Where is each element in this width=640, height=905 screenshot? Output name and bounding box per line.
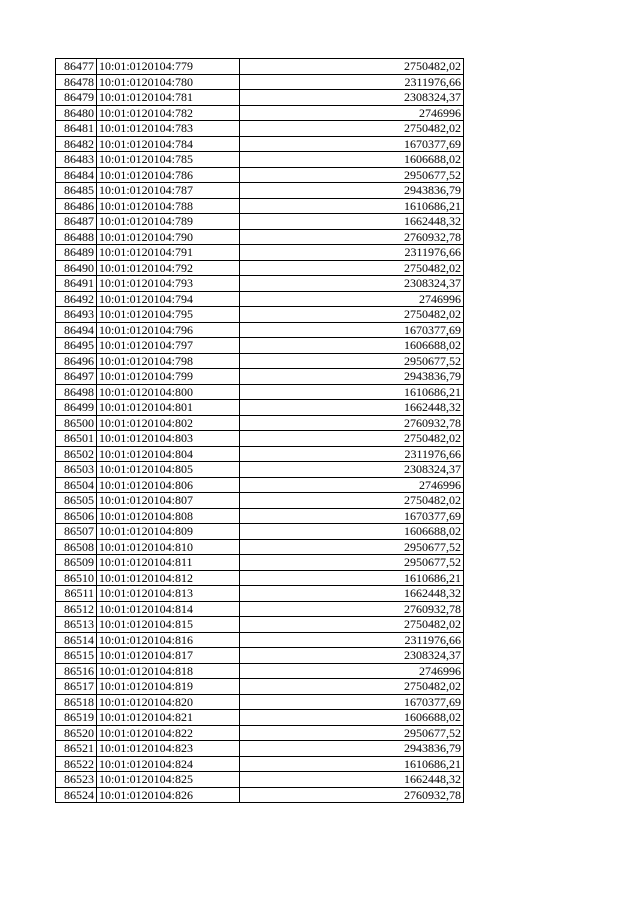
table-row xyxy=(56,322,464,338)
table-row xyxy=(56,632,464,648)
cadastral-number-cell: 10:01:0120104:818 xyxy=(97,663,240,679)
table-row xyxy=(56,105,464,121)
cadastral-number-cell: 10:01:0120104:786 xyxy=(97,167,240,183)
row-id-cell: 86507 xyxy=(56,524,97,540)
row-id-cell: 86517 xyxy=(56,679,97,695)
row-id-cell: 86500 xyxy=(56,415,97,431)
table-row xyxy=(56,260,464,276)
cadastral-number-cell: 10:01:0120104:819 xyxy=(97,679,240,695)
table-row xyxy=(56,694,464,710)
cadastral-value-cell: 2311976,66 xyxy=(240,245,464,261)
row-id-cell: 86522 xyxy=(56,756,97,772)
table-row xyxy=(56,121,464,137)
table-row xyxy=(56,462,464,478)
table-row xyxy=(56,648,464,664)
cadastral-number-cell: 10:01:0120104:823 xyxy=(97,741,240,757)
row-id-cell: 86520 xyxy=(56,725,97,741)
cadastral-value-cell: 2308324,37 xyxy=(240,90,464,106)
cadastral-number-cell: 10:01:0120104:784 xyxy=(97,136,240,152)
cadastral-value-cell: 1610686,21 xyxy=(240,198,464,214)
cadastral-value-cell: 2308324,37 xyxy=(240,648,464,664)
cadastral-number-cell: 10:01:0120104:796 xyxy=(97,322,240,338)
table-row xyxy=(56,601,464,617)
cadastral-value-cell: 2750482,02 xyxy=(240,679,464,695)
table-row xyxy=(56,710,464,726)
cadastral-value-cell: 2746996 xyxy=(240,105,464,121)
cadastral-value-cell: 2750482,02 xyxy=(240,431,464,447)
row-id-cell: 86481 xyxy=(56,121,97,137)
table-row xyxy=(56,555,464,571)
cadastral-number-cell: 10:01:0120104:820 xyxy=(97,694,240,710)
cadastral-value-cell: 2750482,02 xyxy=(240,307,464,323)
cadastral-number-cell: 10:01:0120104:791 xyxy=(97,245,240,261)
row-id-cell: 86504 xyxy=(56,477,97,493)
cadastral-number-cell: 10:01:0120104:816 xyxy=(97,632,240,648)
table-row xyxy=(56,663,464,679)
row-id-cell: 86510 xyxy=(56,570,97,586)
cadastral-number-cell: 10:01:0120104:809 xyxy=(97,524,240,540)
row-id-cell: 86499 xyxy=(56,400,97,416)
cadastral-number-cell: 10:01:0120104:808 xyxy=(97,508,240,524)
cadastral-value-cell: 2746996 xyxy=(240,663,464,679)
table-row xyxy=(56,198,464,214)
cadastral-value-cell: 1670377,69 xyxy=(240,694,464,710)
table-row xyxy=(56,415,464,431)
cadastral-value-cell: 1662448,32 xyxy=(240,772,464,788)
row-id-cell: 86514 xyxy=(56,632,97,648)
row-id-cell: 86505 xyxy=(56,493,97,509)
cadastral-value-cell: 2750482,02 xyxy=(240,493,464,509)
cadastral-number-cell: 10:01:0120104:799 xyxy=(97,369,240,385)
cadastral-number-cell: 10:01:0120104:802 xyxy=(97,415,240,431)
cadastral-number-cell: 10:01:0120104:798 xyxy=(97,353,240,369)
cadastral-number-cell: 10:01:0120104:787 xyxy=(97,183,240,199)
row-id-cell: 86486 xyxy=(56,198,97,214)
row-id-cell: 86512 xyxy=(56,601,97,617)
row-id-cell: 86496 xyxy=(56,353,97,369)
table-row xyxy=(56,307,464,323)
table-row xyxy=(56,74,464,90)
cadastral-value-cell: 2311976,66 xyxy=(240,74,464,90)
row-id-cell: 86521 xyxy=(56,741,97,757)
table-row xyxy=(56,229,464,245)
table-row xyxy=(56,431,464,447)
cadastral-value-cell: 2308324,37 xyxy=(240,462,464,478)
row-id-cell: 86488 xyxy=(56,229,97,245)
cadastral-number-cell: 10:01:0120104:824 xyxy=(97,756,240,772)
cadastral-number-cell: 10:01:0120104:794 xyxy=(97,291,240,307)
table-row xyxy=(56,508,464,524)
row-id-cell: 86495 xyxy=(56,338,97,354)
cadastral-value-cell: 1606688,02 xyxy=(240,710,464,726)
cadastral-value-cell: 1670377,69 xyxy=(240,322,464,338)
cadastral-value-cell: 2950677,52 xyxy=(240,555,464,571)
cadastral-value-cell: 2750482,02 xyxy=(240,121,464,137)
cadastral-value-cell: 1606688,02 xyxy=(240,338,464,354)
table-row xyxy=(56,276,464,292)
row-id-cell: 86489 xyxy=(56,245,97,261)
cadastral-value-cell: 1610686,21 xyxy=(240,570,464,586)
row-id-cell: 86524 xyxy=(56,787,97,803)
cadastral-value-cell: 1662448,32 xyxy=(240,400,464,416)
row-id-cell: 86498 xyxy=(56,384,97,400)
cadastral-number-cell: 10:01:0120104:817 xyxy=(97,648,240,664)
cadastral-number-cell: 10:01:0120104:801 xyxy=(97,400,240,416)
cadastral-number-cell: 10:01:0120104:825 xyxy=(97,772,240,788)
row-id-cell: 86483 xyxy=(56,152,97,168)
cadastral-number-cell: 10:01:0120104:805 xyxy=(97,462,240,478)
cadastral-value-cell: 2950677,52 xyxy=(240,725,464,741)
cadastral-number-cell: 10:01:0120104:779 xyxy=(97,59,240,75)
row-id-cell: 86497 xyxy=(56,369,97,385)
table-row xyxy=(56,369,464,385)
cadastral-value-cell: 2750482,02 xyxy=(240,617,464,633)
table-row xyxy=(56,136,464,152)
cadastral-value-cell: 2950677,52 xyxy=(240,167,464,183)
cadastral-number-cell: 10:01:0120104:783 xyxy=(97,121,240,137)
cadastral-number-cell: 10:01:0120104:812 xyxy=(97,570,240,586)
cadastral-value-cell: 1606688,02 xyxy=(240,152,464,168)
row-id-cell: 86478 xyxy=(56,74,97,90)
cadastral-value-cell: 1670377,69 xyxy=(240,508,464,524)
cadastral-number-cell: 10:01:0120104:814 xyxy=(97,601,240,617)
table-row xyxy=(56,245,464,261)
cadastral-value-cell: 1662448,32 xyxy=(240,586,464,602)
cadastral-value-cell: 1606688,02 xyxy=(240,524,464,540)
cadastral-number-cell: 10:01:0120104:789 xyxy=(97,214,240,230)
cadastral-value-cell: 2760932,78 xyxy=(240,787,464,803)
cadastral-value-cell: 2950677,52 xyxy=(240,539,464,555)
cadastral-number-cell: 10:01:0120104:780 xyxy=(97,74,240,90)
cadastral-number-cell: 10:01:0120104:813 xyxy=(97,586,240,602)
cadastral-number-cell: 10:01:0120104:792 xyxy=(97,260,240,276)
cadastral-value-cell: 2760932,78 xyxy=(240,229,464,245)
table-row xyxy=(56,617,464,633)
row-id-cell: 86509 xyxy=(56,555,97,571)
table-row xyxy=(56,772,464,788)
table-row xyxy=(56,570,464,586)
row-id-cell: 86518 xyxy=(56,694,97,710)
table-row xyxy=(56,90,464,106)
row-id-cell: 86502 xyxy=(56,446,97,462)
row-id-cell: 86519 xyxy=(56,710,97,726)
cadastral-value-table xyxy=(55,58,464,803)
table-row xyxy=(56,338,464,354)
cadastral-number-cell: 10:01:0120104:804 xyxy=(97,446,240,462)
cadastral-number-cell: 10:01:0120104:797 xyxy=(97,338,240,354)
cadastral-value-cell: 2760932,78 xyxy=(240,415,464,431)
cadastral-value-cell: 1662448,32 xyxy=(240,214,464,230)
cadastral-number-cell: 10:01:0120104:811 xyxy=(97,555,240,571)
table-row xyxy=(56,524,464,540)
table-body xyxy=(56,59,464,803)
row-id-cell: 86523 xyxy=(56,772,97,788)
cadastral-number-cell: 10:01:0120104:785 xyxy=(97,152,240,168)
table-row xyxy=(56,384,464,400)
row-id-cell: 86513 xyxy=(56,617,97,633)
table-row xyxy=(56,679,464,695)
table-row xyxy=(56,183,464,199)
row-id-cell: 86508 xyxy=(56,539,97,555)
cadastral-value-cell: 2750482,02 xyxy=(240,59,464,75)
row-id-cell: 86482 xyxy=(56,136,97,152)
cadastral-value-cell: 2750482,02 xyxy=(240,260,464,276)
cadastral-value-cell: 2746996 xyxy=(240,477,464,493)
cadastral-value-cell: 1610686,21 xyxy=(240,756,464,772)
row-id-cell: 86503 xyxy=(56,462,97,478)
cadastral-value-cell: 2746996 xyxy=(240,291,464,307)
row-id-cell: 86479 xyxy=(56,90,97,106)
cadastral-number-cell: 10:01:0120104:803 xyxy=(97,431,240,447)
cadastral-number-cell: 10:01:0120104:800 xyxy=(97,384,240,400)
cadastral-number-cell: 10:01:0120104:793 xyxy=(97,276,240,292)
row-id-cell: 86501 xyxy=(56,431,97,447)
table-row xyxy=(56,756,464,772)
cadastral-value-cell: 2943836,79 xyxy=(240,183,464,199)
cadastral-number-cell: 10:01:0120104:826 xyxy=(97,787,240,803)
row-id-cell: 86490 xyxy=(56,260,97,276)
row-id-cell: 86516 xyxy=(56,663,97,679)
table-row xyxy=(56,291,464,307)
row-id-cell: 86494 xyxy=(56,322,97,338)
cadastral-number-cell: 10:01:0120104:822 xyxy=(97,725,240,741)
row-id-cell: 86480 xyxy=(56,105,97,121)
cadastral-value-cell: 2760932,78 xyxy=(240,601,464,617)
cadastral-value-cell: 2311976,66 xyxy=(240,632,464,648)
cadastral-number-cell: 10:01:0120104:807 xyxy=(97,493,240,509)
table-row xyxy=(56,477,464,493)
table-row xyxy=(56,725,464,741)
cadastral-number-cell: 10:01:0120104:795 xyxy=(97,307,240,323)
cadastral-number-cell: 10:01:0120104:782 xyxy=(97,105,240,121)
table-row xyxy=(56,152,464,168)
cadastral-value-cell: 1670377,69 xyxy=(240,136,464,152)
cadastral-value-cell: 2950677,52 xyxy=(240,353,464,369)
table-row xyxy=(56,539,464,555)
row-id-cell: 86484 xyxy=(56,167,97,183)
row-id-cell: 86485 xyxy=(56,183,97,199)
table-row xyxy=(56,787,464,803)
row-id-cell: 86506 xyxy=(56,508,97,524)
row-id-cell: 86493 xyxy=(56,307,97,323)
row-id-cell: 86511 xyxy=(56,586,97,602)
table-row xyxy=(56,586,464,602)
table-row xyxy=(56,167,464,183)
cadastral-value-cell: 2943836,79 xyxy=(240,369,464,385)
cadastral-number-cell: 10:01:0120104:810 xyxy=(97,539,240,555)
row-id-cell: 86477 xyxy=(56,59,97,75)
cadastral-number-cell: 10:01:0120104:781 xyxy=(97,90,240,106)
cadastral-number-cell: 10:01:0120104:790 xyxy=(97,229,240,245)
table-row xyxy=(56,493,464,509)
cadastral-number-cell: 10:01:0120104:815 xyxy=(97,617,240,633)
cadastral-value-cell: 2311976,66 xyxy=(240,446,464,462)
table-row xyxy=(56,214,464,230)
table-row xyxy=(56,400,464,416)
table-row xyxy=(56,446,464,462)
row-id-cell: 86515 xyxy=(56,648,97,664)
cadastral-number-cell: 10:01:0120104:788 xyxy=(97,198,240,214)
row-id-cell: 86492 xyxy=(56,291,97,307)
row-id-cell: 86491 xyxy=(56,276,97,292)
cadastral-number-cell: 10:01:0120104:806 xyxy=(97,477,240,493)
table-row xyxy=(56,353,464,369)
cadastral-value-cell: 2308324,37 xyxy=(240,276,464,292)
cadastral-value-cell: 2943836,79 xyxy=(240,741,464,757)
row-id-cell: 86487 xyxy=(56,214,97,230)
table-row xyxy=(56,59,464,75)
cadastral-value-cell: 1610686,21 xyxy=(240,384,464,400)
table-row xyxy=(56,741,464,757)
cadastral-number-cell: 10:01:0120104:821 xyxy=(97,710,240,726)
